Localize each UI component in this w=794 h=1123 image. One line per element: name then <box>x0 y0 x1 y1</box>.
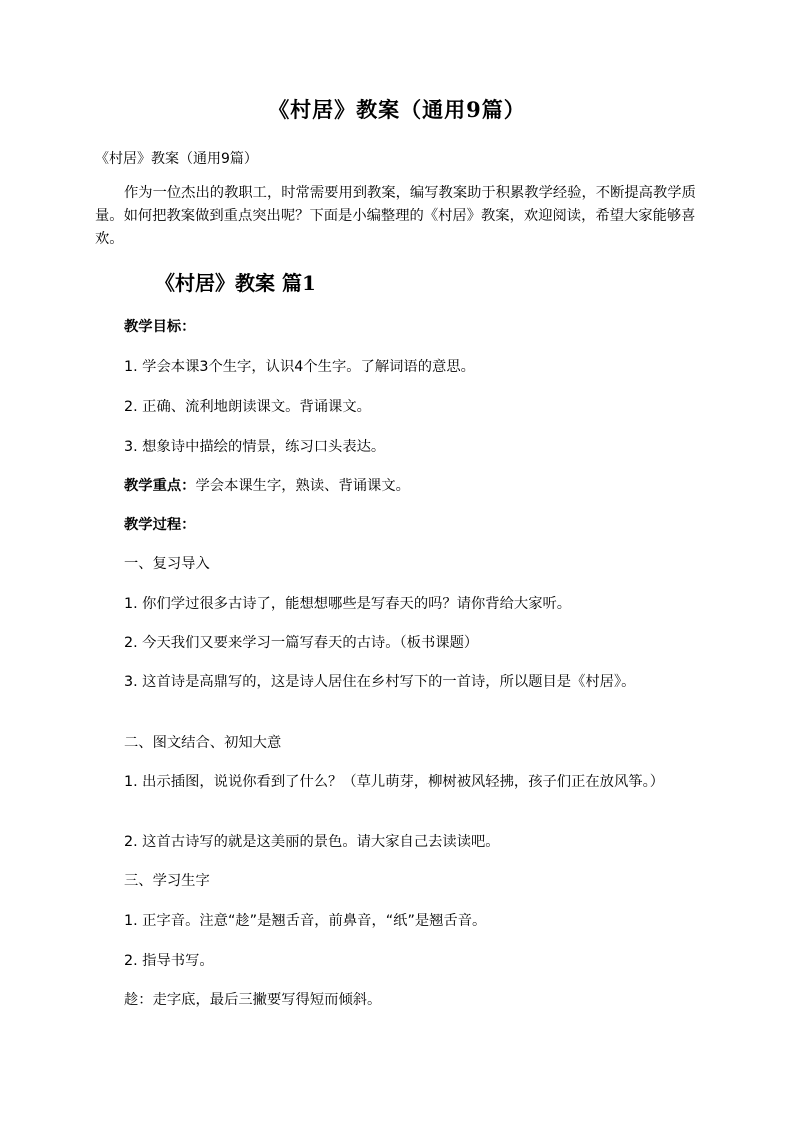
process-label: 教学过程： <box>124 517 196 533</box>
document-subtitle: 《村居》教案（通用9篇） <box>95 151 258 167</box>
part1-item: 2. 今天我们又要来学习一篇写春天的古诗。（板书课题） <box>124 635 479 651</box>
goal-item: 2. 正确、流利地朗读课文。背诵课文。 <box>124 399 371 415</box>
part3-title: 三、学习生字 <box>124 873 210 889</box>
part3-item: 2. 指导书写。 <box>124 953 214 969</box>
focus-text: 学会本课生字，熟读、背诵课文。 <box>195 478 410 494</box>
focus-label: 教学重点： <box>124 478 196 494</box>
goal-item: 3. 想象诗中描绘的情景，练习口头表达。 <box>124 439 386 455</box>
part1-item: 1. 你们学过很多古诗了，能想想哪些是写春天的吗？请你背给大家听。 <box>124 596 572 612</box>
part1-title: 一、复习导入 <box>124 556 210 572</box>
document-title: 《村居》教案（通用9篇） <box>268 97 526 122</box>
part3-item: 1. 正字音。注意“趁”是翘舌音，前鼻音，“纸”是翘舌音。 <box>124 913 487 929</box>
goals-label: 教学目标： <box>124 319 196 335</box>
part1-item: 3. 这首诗是高鼎写的，这是诗人居住在乡村写下的一首诗，所以题目是《村居》。 <box>124 674 636 690</box>
intro-paragraph: 作为一位杰出的教职工，时常需要用到教案，编写教案助于积累教学经验，不断提高教学质量。如何把教案做到重点突出呢？下面是小编整理的《村居》教案，欢迎阅读，希望大家能够喜欢。 <box>95 185 696 247</box>
part2-item: 1. 出示插图，说说你看到了什么？（草儿萌芽，柳树被风轻拂，孩子们正在放风筝。） <box>124 774 665 790</box>
part3-item: 趁：走字底，最后三撇要写得短而倾斜。 <box>124 992 382 1008</box>
part2-title: 二、图文结合、初知大意 <box>124 735 282 751</box>
part2-item: 2. 这首古诗写的就是这美丽的景色。请大家自己去读读吧。 <box>124 834 500 850</box>
focus-paragraph <box>95 476 700 497</box>
section-heading: 《村居》教案 篇1 <box>155 271 316 295</box>
goal-item: 1. 学会本课3个生字，认识4个生字。了解词语的意思。 <box>124 359 475 375</box>
